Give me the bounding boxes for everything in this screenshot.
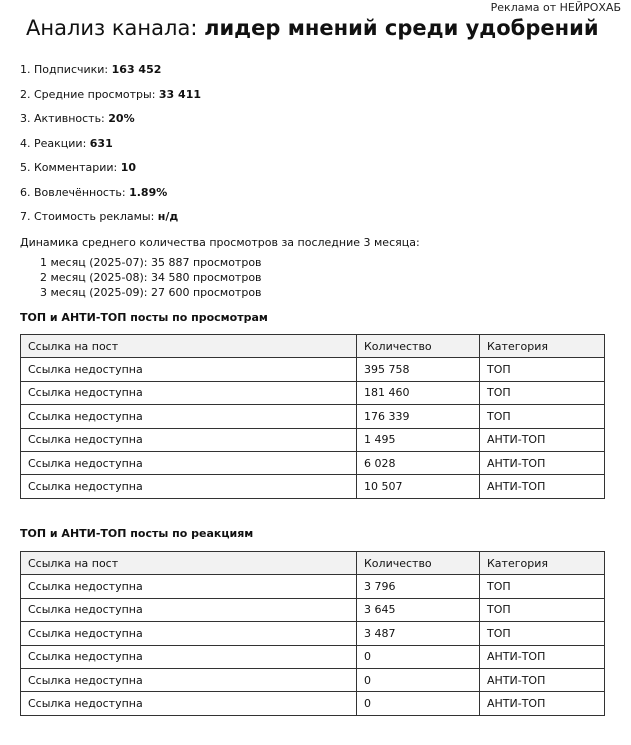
stat-label: 6. Вовлечённость: [20,185,130,199]
stat-engagement [20,185,201,210]
count-cell: 1 495 [357,428,480,451]
stat-value: 631 [89,136,113,150]
stat-label: 2. Средние просмотры: [20,87,159,101]
count-cell: 0 [357,692,480,715]
category-cell: ТОП [480,575,605,598]
table-row [21,575,605,598]
count-cell: 10 507 [357,475,480,498]
table-row [21,645,605,668]
stats-list [20,62,201,234]
views-table [20,334,605,499]
ad-label: Реклама от НЕЙРОХАБ [490,1,621,14]
dynamics-list [40,255,262,300]
stat-label: 4. Реакции: [20,136,90,150]
post-link-cell: Ссылка недоступна [21,645,357,668]
stat-label: 7. Стоимость рекламы: [20,210,158,223]
stat-value: 163 452 [111,63,162,76]
stat-activity [20,111,201,136]
category-cell: АНТИ-ТОП [480,668,605,691]
post-link-cell: Ссылка недоступна [21,692,357,715]
post-link-cell: Ссылка недоступна [21,451,357,474]
post-link-cell: Ссылка недоступна [21,598,357,621]
column-header: Ссылка на пост [21,335,357,358]
post-link-cell: Ссылка недоступна [21,428,357,451]
table-row [21,358,605,381]
stat-value: н/д [157,210,179,223]
table-row [21,622,605,645]
reactions-table-title: ТОП и АНТИ-ТОП посты по реакциям [20,527,254,540]
table-row [21,405,605,428]
stat-ad-cost [20,209,201,234]
count-cell: 3 796 [357,575,480,598]
stat-reactions [20,136,201,161]
post-link-cell: Ссылка недоступна [21,575,357,598]
table-row [21,475,605,498]
stat-label: 3. Активность: [20,112,109,125]
column-header: Количество [357,552,480,575]
post-link-cell: Ссылка недоступна [21,475,357,498]
table-row [21,451,605,474]
dynamics-title: Динамика среднего количества просмотров за последние 3 месяца: [20,236,420,249]
page-title [26,16,599,40]
channel-name: лидер мнений среди удобрений [204,16,599,40]
count-cell: 6 028 [357,451,480,474]
count-cell: 181 460 [357,381,480,404]
stat-value: 1.89% [129,185,168,199]
column-header: Категория [480,552,605,575]
stat-avg-views [20,87,201,112]
stat-label: 5. Комментарии: [20,161,121,174]
column-header: Количество [357,335,480,358]
column-header: Категория [480,335,605,358]
table-header-row [21,335,605,358]
table-row [21,598,605,621]
count-cell: 395 758 [357,358,480,381]
table-header-row [21,552,605,575]
stat-subscribers [20,62,201,87]
table-row [21,668,605,691]
category-cell: АНТИ-ТОП [480,451,605,474]
count-cell: 176 339 [357,405,480,428]
post-link-cell: Ссылка недоступна [21,381,357,404]
category-cell: ТОП [480,358,605,381]
views-table-title: ТОП и АНТИ-ТОП посты по просмотрам [20,311,268,324]
category-cell: АНТИ-ТОП [480,428,605,451]
dynamics-item: 2 месяц (2025-08): 34 580 просмотров [40,271,262,284]
table-row [21,692,605,715]
post-link-cell: Ссылка недоступна [21,668,357,691]
count-cell: 0 [357,645,480,668]
title-prefix: Анализ канала: [26,16,205,40]
reactions-table [20,551,605,716]
category-cell: АНТИ-ТОП [480,645,605,668]
dynamics-item: 3 месяц (2025-09): 27 600 просмотров [40,286,262,299]
stat-value: 20% [108,112,135,125]
count-cell: 3 645 [357,598,480,621]
category-cell: АНТИ-ТОП [480,692,605,715]
column-header: Ссылка на пост [21,552,357,575]
dynamics-item: 1 месяц (2025-07): 35 887 просмотров [40,256,262,269]
table-row [21,381,605,404]
category-cell: ТОП [480,381,605,404]
count-cell: 0 [357,668,480,691]
count-cell: 3 487 [357,622,480,645]
stat-value: 10 [120,161,137,174]
table-row [21,428,605,451]
category-cell: ТОП [480,405,605,428]
stat-comments [20,160,201,185]
post-link-cell: Ссылка недоступна [21,358,357,381]
post-link-cell: Ссылка недоступна [21,622,357,645]
stat-value: 33 411 [158,87,202,101]
category-cell: ТОП [480,622,605,645]
post-link-cell: Ссылка недоступна [21,405,357,428]
category-cell: АНТИ-ТОП [480,475,605,498]
stat-label: 1. Подписчики: [20,63,112,76]
category-cell: ТОП [480,598,605,621]
